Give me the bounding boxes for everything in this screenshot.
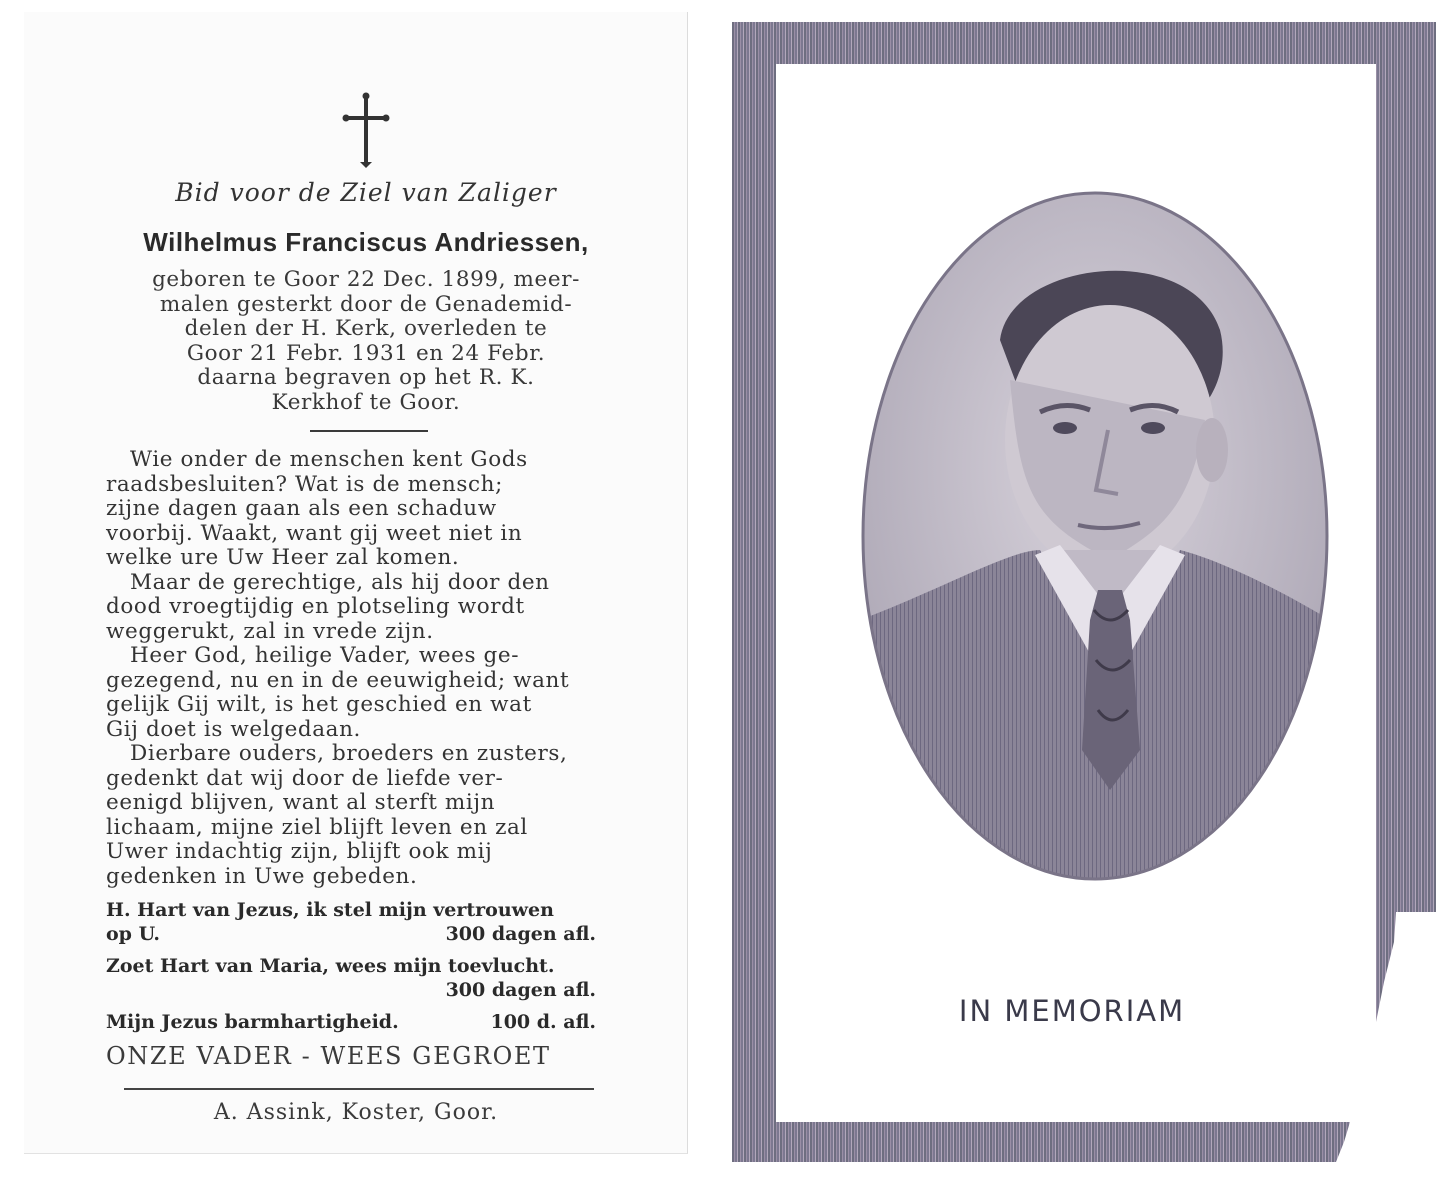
prose-line: dood vroegtijdig en plotseling wordt <box>106 594 525 619</box>
prose-line: welke ure Uw Heer zal komen. <box>106 545 460 570</box>
photo-panel <box>776 64 1376 1122</box>
prose-line: Wie onder de menschen kent Gods <box>130 447 528 472</box>
divider <box>310 430 428 432</box>
prayer-text: Zoet Hart van Maria, wees mijn toevlucht. <box>106 955 555 977</box>
closing-prayers: ONZE VADER - WEES GEGROET <box>106 1042 551 1070</box>
prose-line: Heer God, heilige Vader, wees ge- <box>130 643 520 668</box>
biography <box>106 268 626 415</box>
bio-line: malen gesterkt door de Genademid- <box>159 291 573 317</box>
prose-line: raadsbesluiten? Wat is de mensch; <box>106 471 503 497</box>
prayer-sacred-heart <box>106 898 626 946</box>
bio-line: geboren te Goor 22 Dec. 1899, meer- <box>152 267 580 292</box>
prose-line: eenigd blijven, want al sterft mijn <box>106 790 496 815</box>
prayer-text: Mijn Jezus barmhartigheid. <box>106 1011 399 1033</box>
prose-line: gezegend, nu en in de eeuwigheid; want <box>106 667 570 693</box>
intro-line: Bid voor de Ziel van Zaliger <box>175 178 557 207</box>
prose-line: Dierbare ouders, broeders en zusters, <box>130 741 568 766</box>
in-memoriam-caption: IN MEMORIAM <box>958 994 1186 1028</box>
prose-line: Uwer indachtig zijn, blijft ook mij <box>106 839 493 864</box>
bio-line: daarna begraven op het R. K. <box>197 365 535 390</box>
prayer-heart-of-mary <box>106 954 626 1002</box>
meditation-text <box>106 448 626 889</box>
deceased-name: Wilhelmus Franciscus Andriessen, <box>143 227 589 257</box>
torn-corner <box>1336 912 1436 1162</box>
indulgence-label: 100 d. afl. <box>490 1011 596 1033</box>
prose-line: Gij doet is welgedaan. <box>106 716 361 742</box>
prose-line: gedenken in Uwe gebeden. <box>106 863 418 889</box>
prayer-card-photo-side <box>732 22 1436 1162</box>
prose-line: zijne dagen gaan als een schaduw <box>106 496 497 521</box>
prose-line: Maar de gerechtige, als hij door den <box>130 569 550 595</box>
prose-line: voorbij. Waakt, want gij weet niet in <box>106 520 523 546</box>
prayer-text: op U. <box>106 923 161 945</box>
bio-line: Kerkhof te Goor. <box>271 389 461 415</box>
prose-line: lichaam, mijne ziel blijft leven en zal <box>106 814 528 840</box>
portrait-photo <box>860 190 1330 882</box>
indulgence-label: 300 dagen afl. <box>445 979 596 1001</box>
prose-line: weggerukt, zal in vrede zijn. <box>106 618 434 644</box>
cross-icon <box>342 92 390 168</box>
indulgence-label: 300 dagen afl. <box>445 923 596 945</box>
prayer-mercy <box>106 1010 626 1034</box>
prayer-card-text-side <box>24 12 688 1154</box>
prose-line: gelijk Gij wilt, is het geschied en wat <box>106 692 532 717</box>
divider <box>124 1088 594 1090</box>
prayer-text: H. Hart van Jezus, ik stel mijn vertrouwen <box>106 899 554 921</box>
printer-credit: A. Assink, Koster, Goor. <box>213 1100 499 1125</box>
bio-line: Goor 21 Febr. 1931 en 24 Febr. <box>186 340 546 366</box>
bio-line: delen der H. Kerk, overleden te <box>184 316 548 341</box>
prose-line: gedenkt dat wij door de liefde ver- <box>106 765 504 791</box>
